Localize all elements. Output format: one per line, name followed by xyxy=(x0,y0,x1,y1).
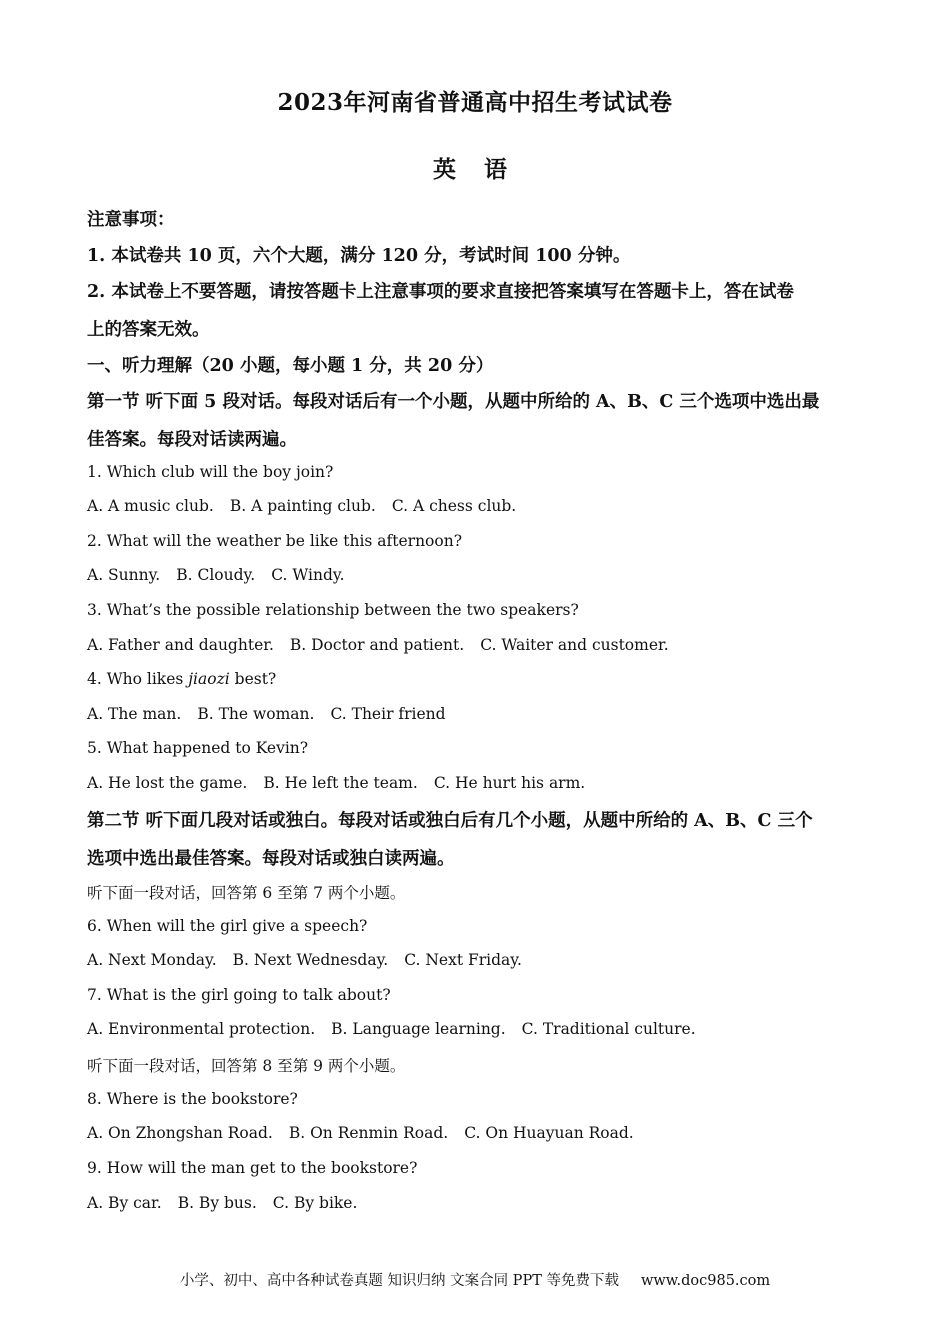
option-b: B. On Renmin Road. xyxy=(288,1124,449,1142)
question-2: 2. What will the weather be like this afternoon? xyxy=(87,532,463,550)
option-a: A. He lost the game. xyxy=(87,774,248,792)
option-a: A. On Zhongshan Road. xyxy=(87,1124,273,1142)
section1-instruction-line-2: 佳答案。每段对话读两遍。 xyxy=(87,430,297,450)
option-c: C. A chess club. xyxy=(391,497,517,515)
option-b: B. By bus. xyxy=(177,1194,257,1212)
option-c: C. Windy. xyxy=(271,566,345,584)
question-4-options xyxy=(87,705,877,723)
question-4 xyxy=(87,670,877,688)
question-1-options xyxy=(87,497,877,515)
notes-item-2-line-2: 上的答案无效。 xyxy=(87,320,210,340)
option-a: A. The man. xyxy=(87,705,182,723)
option-c: C. By bike. xyxy=(272,1194,358,1212)
option-b: B. He left the team. xyxy=(263,774,418,792)
question-4-prefix: 4. Who likes xyxy=(87,670,189,688)
question-8: 8. Where is the bookstore? xyxy=(87,1090,298,1108)
section2-instruction-line-1: 第二节 听下面几段对话或独白。每段对话或独白后有几个小题，从题中所给的 A、B、C 三个 xyxy=(87,811,813,831)
exam-title: 2023年河南省普通高中招生考试试卷 xyxy=(277,89,673,116)
option-c: C. Traditional culture. xyxy=(521,1020,696,1038)
notes-item-1: 1. 本试卷共 10 页，六个大题，满分 120 分，考试时间 100 分钟。 xyxy=(87,246,631,266)
option-b: B. A painting club. xyxy=(229,497,376,515)
option-a: A. Sunny. xyxy=(87,566,161,584)
option-a: A. By car. xyxy=(87,1194,162,1212)
question-6: 6. When will the girl give a speech? xyxy=(87,917,368,935)
question-6-options xyxy=(87,951,877,969)
notes-heading: 注意事项： xyxy=(87,210,175,230)
notes-item-2-line-1: 2. 本试卷上不要答题，请按答题卡上注意事项的要求直接把答案填写在答题卡上，答在试卷 xyxy=(87,282,794,302)
section1-instruction-line-1: 第一节 听下面 5 段对话。每段对话后有一个小题，从题中所给的 A、B、C 三个选项中选出最 xyxy=(87,392,820,412)
question-4-italic-word: jiaozi xyxy=(188,670,230,688)
question-4-suffix: best? xyxy=(229,670,277,688)
option-c: C. Waiter and customer. xyxy=(480,636,669,654)
option-c: C. Next Friday. xyxy=(404,951,522,969)
question-5-options xyxy=(87,774,877,792)
subject-title: 英 语 xyxy=(432,156,517,183)
option-a: A. A music club. xyxy=(87,497,214,515)
option-a: A. Environmental protection. xyxy=(87,1020,316,1038)
instruction-q8-q9: 听下面一段对话，回答第 8 至第 9 两个小题。 xyxy=(87,1057,406,1075)
question-7-options xyxy=(87,1020,877,1038)
question-2-options xyxy=(87,566,877,584)
question-9-options xyxy=(87,1194,877,1212)
question-7: 7. What is the girl going to talk about? xyxy=(87,986,391,1004)
question-5: 5. What happened to Kevin? xyxy=(87,739,309,757)
option-b: B. Language learning. xyxy=(331,1020,506,1038)
option-a: A. Father and daughter. xyxy=(87,636,274,654)
question-8-options xyxy=(87,1124,877,1142)
option-c: C. Their friend xyxy=(330,705,446,723)
option-b: B. Doctor and patient. xyxy=(289,636,465,654)
page-footer xyxy=(0,1269,950,1290)
question-3-options xyxy=(87,636,877,654)
question-3: 3. What’s the possible relationship between the two speakers? xyxy=(87,601,579,619)
question-9: 9. How will the man get to the bookstore? xyxy=(87,1159,418,1177)
option-c: C. He hurt his arm. xyxy=(433,774,586,792)
option-b: B. Cloudy. xyxy=(176,566,256,584)
option-a: A. Next Monday. xyxy=(87,951,217,969)
footer-url-link[interactable]: www.doc985.com xyxy=(640,1273,771,1289)
question-1: 1. Which club will the boy join? xyxy=(87,463,334,481)
option-b: B. The woman. xyxy=(197,705,315,723)
footer-text: 小学、初中、高中各种试卷真题 知识归纳 文案合同 PPT 等免费下载 xyxy=(179,1273,619,1289)
part1-heading: 一、听力理解（20 小题，每小题 1 分，共 20 分） xyxy=(87,356,494,376)
instruction-q6-q7: 听下面一段对话，回答第 6 至第 7 两个小题。 xyxy=(87,884,406,902)
section2-instruction-line-2: 选项中选出最佳答案。每段对话或独白读两遍。 xyxy=(87,849,455,869)
option-b: B. Next Wednesday. xyxy=(232,951,389,969)
option-c: C. On Huayuan Road. xyxy=(464,1124,634,1142)
